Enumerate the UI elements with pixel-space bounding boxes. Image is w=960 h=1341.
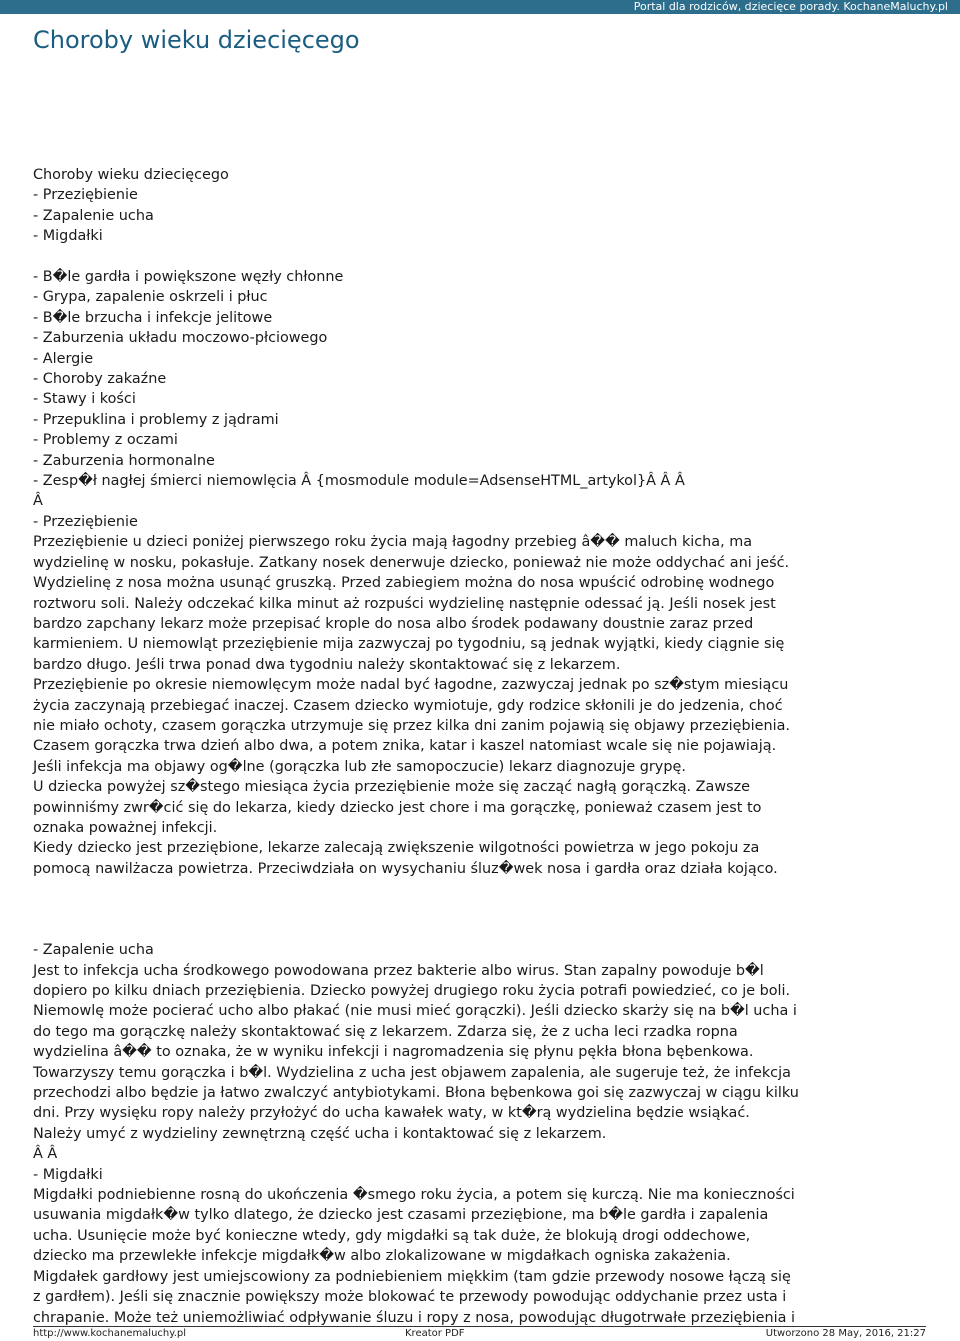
section-heading: - Zapalenie ucha [33,942,154,959]
menu-item[interactable]: - B�le brzucha i infekcje jelitowe [33,309,273,326]
paragraph-line: wydzielina â�� to oznaka, że w wyniku infekcji i nagromadzenia się płynu pękła błona bębenkowa. [33,1044,754,1061]
paragraph-line: Przeziębienie u dzieci poniżej pierwszego roku życia mają łagodny przebieg â�� maluch kicha, ma [33,534,753,551]
section-przeziebienie [33,512,933,879]
section-heading: - Przeziębienie [33,513,138,530]
header-bar [0,0,960,14]
section-zapalenie-ucha [33,940,933,1164]
menu-item[interactable]: - B�le gardła i powiększone węzły chłonne [33,269,344,286]
paragraph-line: bardzo długo. Jeśli trwa ponad dwa tygodniu należy skontaktować się z lekarzem. [33,656,621,673]
stray-char: Â [33,493,43,510]
footer-created-date: Utworzono 28 May, 2016, 21:27 [765,1328,926,1339]
paragraph-line: Migdałki podniebienne rosną do ukończenia �smego roku życia, a potem się kurczą. Nie ma konieczności [33,1187,795,1204]
menu-item[interactable]: - Przepuklina i problemy z jądrami [33,411,279,428]
menu-item-przeziebienie[interactable]: - Przeziębienie [33,187,138,204]
menu-item[interactable]: - Zaburzenia hormonalne [33,452,215,469]
menu-item-zapalenie-ucha[interactable]: - Zapalenie ucha [33,207,154,224]
page-title: Choroby wieku dziecięcego [33,26,360,54]
menu-item[interactable]: - Problemy z oczami [33,432,178,449]
menu-item[interactable]: - Grypa, zapalenie oskrzeli i płuc [33,289,268,306]
section-heading: - Migdałki [33,1166,103,1183]
paragraph-line: Â Â [33,1146,58,1163]
portal-tagline: Portal dla rodziców, dziecięce porady. KochaneMaluchy.pl [633,0,948,13]
paragraph-line: Towarzyszy temu gorączka i b�l. Wydzielina z ucha jest objawem zapalenia, ale sugeruje też, że infekcja [33,1064,791,1081]
paragraph-line: Należy umyć z wydzieliny zewnętrzną część ucha i kontaktować się z lekarzem. [33,1125,607,1142]
menu-list [33,165,933,247]
paragraph-line: usuwania migdałk�w tylko dlatego, że dziecko jest czasami przeziębione, ma b�le gardła i zapalenia [33,1207,769,1224]
paragraph-line: Czasem gorączka trwa dzień albo dwa, a potem znika, katar i kaszel natomiast wcale się nie pojawiają. [33,738,777,755]
paragraph-line: dziecko ma przewlekłe infekcje migdałk�w albo zlokalizowane w migdałkach ogniska zakażenia. [33,1248,731,1265]
paragraph-line: Jest to infekcja ucha środkowego powodowana przez bakterie albo wirus. Stan zapalny powoduje b�l [33,962,764,979]
paragraph-line: powinniśmy zwr�cić się do lekarza, kiedy dziecko jest chore i ma gorączkę, ponieważ czasem jest to [33,799,762,816]
paragraph-line: do tego ma gorączkę należy skontaktować się z lekarzem. Zdarza się, że z ucha leci rzadka ropna [33,1023,738,1040]
paragraph-line: oznaka poważnej infekcji. [33,819,218,836]
footer-divider [33,1326,926,1327]
menu-item[interactable]: - Alergie [33,350,94,367]
paragraph-line: wydzielinę w nosku, pokasłuje. Zatkany nosek denerwuje dziecko, ponieważ nie może oddychać ani jeść. [33,554,790,571]
menu-item-migdalki[interactable]: - Migdałki [33,228,103,245]
footer [33,1328,926,1340]
paragraph-line: chrapanie. Może też uniemożliwiać odpływanie śluzu i ropy z nosa, powodując długotrwałe przeziębienia i [33,1309,795,1326]
footer-creator: Kreator PDF [405,1328,465,1339]
article-body [33,165,933,1328]
paragraph-line: Jeśli infekcja ma objawy og�lne (gorączka lub złe samopoczucie) lekarz diagnozuje grypę. [33,758,686,775]
menu-item[interactable]: - Zesp�ł nagłej śmierci niemowlęcia Â {mosmodule module=AdsenseHTML_artykol}Â Â Â [33,473,685,490]
paragraph-line: pomocą nawilżacza powietrza. Przeciwdziała on wysychaniu śluz�wek nosa i gardła oraz działa kojąco. [33,860,778,877]
paragraph-line: ucha. Usunięcie może być konieczne wtedy, gdy migdałki są tak duże, że blokują drogi oddechowe, [33,1227,751,1244]
spacer [33,247,933,267]
spacer [33,879,933,940]
paragraph-line: Wydzielinę z nosa można usunąć gruszką. Przed zabiegiem można do nosa wpuścić odrobinę wodnego [33,575,775,592]
paragraph-line: życia zaczynają przebiegać inaczej. Czasem dziecko wymiotuje, gdy rodzice skłonili je do jedzenia, choć [33,697,783,714]
paragraph-line: bardzo zapchany lekarz może przepisać krople do nosa albo środek podawany doustnie zaraz przed [33,615,754,632]
paragraph-line: U dziecka powyżej sz�stego miesiąca życia przeziębienie może się zacząć nagłą gorączką. Zawsze [33,779,751,796]
menu-item[interactable]: - Choroby zakaźne [33,371,167,388]
paragraph-line: nie miało ochoty, czasem gorączka utrzymuje się przez kilka dni zanim pojawią się objawy przeziębienia. [33,717,790,734]
menu-item[interactable]: - Zaburzenia układu moczowo-płciowego [33,330,328,347]
menu-item[interactable]: - Stawy i kości [33,391,136,408]
paragraph-line: z gardłem). Jeśli się znacznie powiększy może blokować te przewody powodując oddychanie przez usta i [33,1289,787,1306]
paragraph-line: karmieniem. U niemowląt przeziębienie mija zazwyczaj po tygodniu, są jednak wyjątki, kiedy ciągnie się [33,636,785,653]
footer-url-link[interactable]: http://www.kochanemaluchy.pl [33,1328,187,1339]
paragraph-line: Niemowlę może pocierać ucho albo płakać (nie musi mieć gorączki). Jeśli dziecko skarży się na b�l ucha i [33,1003,797,1020]
paragraph-line: przechodzi albo będzie ja łatwo zwalczyć antybiotykami. Błona bębenkowa goi się zazwyczaj w ciągu kilku [33,1085,799,1102]
paragraph-line: Przeziębienie po okresie niemowlęcym może nadal być łagodne, zazwyczaj jednak po sz�stym miesiącu [33,677,789,694]
menu-heading[interactable]: Choroby wieku dziecięcego [33,167,229,183]
paragraph-line: Kiedy dziecko jest przeziębione, lekarze zalecają zwiększenie wilgotności powietrza w jego pokoju za [33,840,760,857]
section-migdalki [33,1165,933,1328]
paragraph-line: dopiero po kilku dniach przeziębienia. Dziecko powyżej drugiego roku życia potrafi powiedzieć, co je boli. [33,983,791,1000]
menu-list-2 [33,267,933,512]
paragraph-line: roztworu soli. Należy odczekać kilka minut aż rozpuści wydzielinę następnie odessać ją. Jeśli nosek jest [33,595,776,612]
paragraph-line: Migdałek gardłowy jest umiejscowiony za podniebieniem miękkim (tam gdzie przewody nosowe łączą się [33,1268,791,1285]
paragraph-line: dni. Przy wysięku ropy należy przyłożyć do ucha kawałek waty, w kt�rą wydzielina będzie wsiąkać. [33,1105,750,1122]
